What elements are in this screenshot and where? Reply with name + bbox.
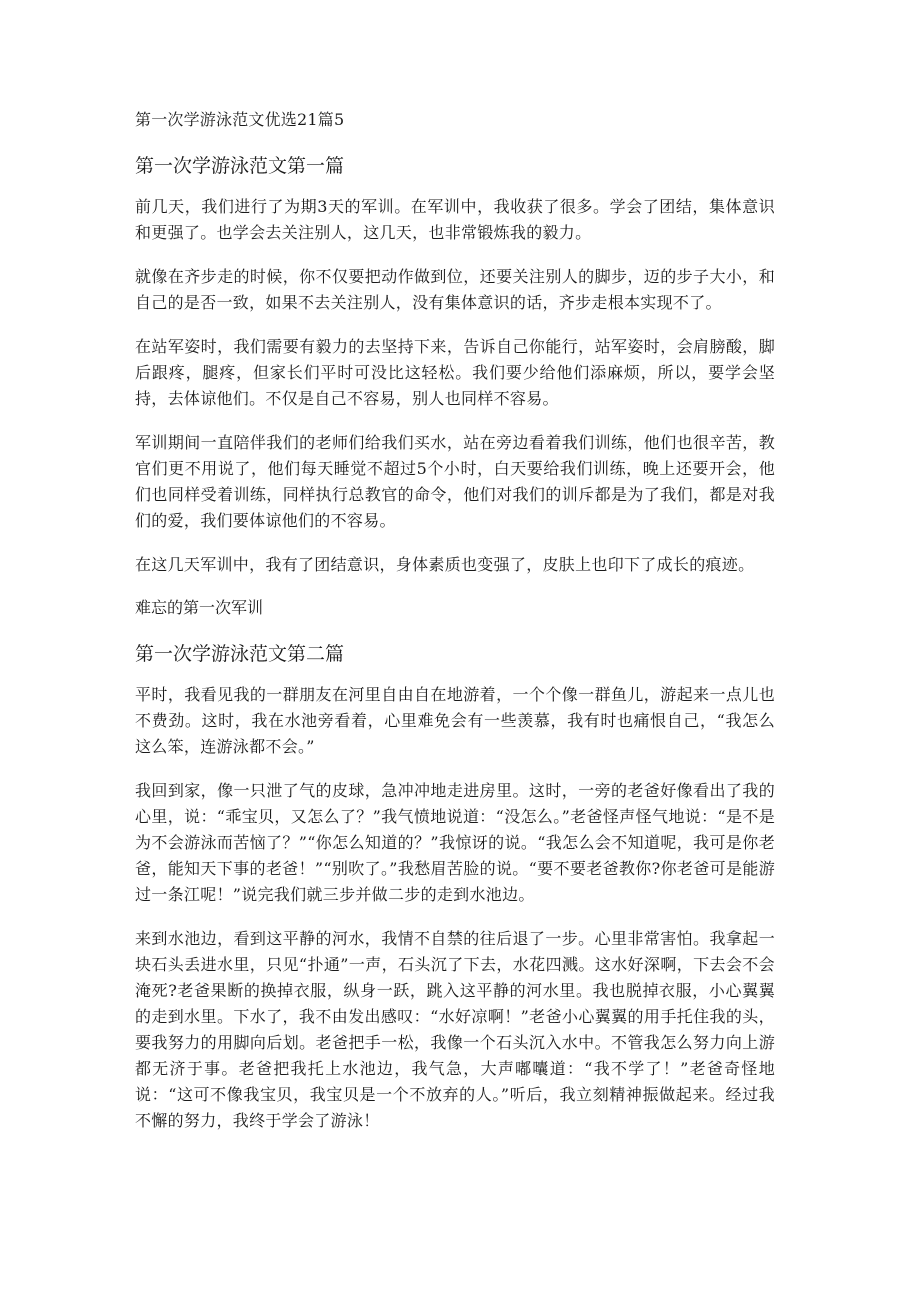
paragraph: 在这几天军训中，我有了团结意识，身体素质也变强了，皮肤上也印下了成长的痕迹。 <box>135 555 755 574</box>
paragraph: 我回到家，像一只泄了气的皮球，急冲冲地走进房里。这时，一旁的老爸好像看出了我的心里，说：“乖宝贝，又怎么了？”我气愤地说道：“没怎么。”老爸怪声怪气地说：“是不是为不会游泳而苦恼了？”“你怎么知道的？”我惊讶的说。“我怎么会不知道呢，我可是你老爸，能知天下事的老爸！”“别吹了。”我愁眉苦脸的说。“要不要老爸教你?你老爸可是能游过一条江呢！”说完我们就三步并做二步的走到水池边。 <box>135 781 775 904</box>
document-page <box>135 108 775 1152</box>
paragraph: 就像在齐步走的时候，你不仅要把动作做到位，还要关注别人的脚步，迈的步子大小，和自己的是否一致，如果不去关注别人，没有集体意识的话，齐步走根本实现不了。 <box>135 267 775 312</box>
section-heading-1: 第一次学游泳范文第一篇 <box>135 155 345 177</box>
paragraph: 平时，我看见我的一群朋友在河里自由自在地游着，一个个像一群鱼儿，游起来一点儿也不费劲。这时，我在水池旁看着，心里难免会有一些羡慕，我有时也痛恨自己，“我怎么这么笨，连游泳都不会。” <box>135 685 775 756</box>
paragraph: 在站军姿时，我们需要有毅力的去坚持下来，告诉自己你能行，站军姿时，会肩膀酸，脚后跟疼，腿疼，但家长们平时可没比这轻松。我们要少给他们添麻烦，所以，要学会坚持，去体谅他们。不仅是自己不容易，别人也同样不容易。 <box>135 337 775 408</box>
paragraph: 前几天，我们进行了为期3天的军训。在军训中，我收获了很多。学会了团结，集体意识和更强了。也学会去关注别人，这几天，也非常锻炼我的毅力。 <box>135 197 775 242</box>
section-heading-2: 第一次学游泳范文第二篇 <box>135 643 345 665</box>
section-caption: 难忘的第一次军训 <box>135 598 264 617</box>
paragraph: 来到水池边，看到这平静的河水，我情不自禁的往后退了一步。心里非常害怕。我拿起一块石头丢进水里，只见“扑通”一声，石头沉了下去，水花四溅。这水好深啊，下去会不会淹死?老爸果断的换掉衣服，纵身一跃，跳入这平静的河水里。我也脱掉衣服，小心翼翼的走到水里。下水了，我不由发出感叹：“水好凉啊！”老爸小心翼翼的用手托住我的头，要我努力的用脚向后划。老爸把手一松，我像一个石头沉入水中。不管我怎么努力向上游都无济于事。老爸把我托上水池边，我气急，大声嘟囔道：“我不学了！”老爸奇怪地说：“这可不像我宝贝，我宝贝是一个不放弃的人。”听后，我立刻精神振做起来。经过我不懈的努力，我终于学会了游泳！ <box>135 929 775 1130</box>
document-title: 第一次学游泳范文优选21篇5 <box>135 110 345 129</box>
paragraph: 军训期间一直陪伴我们的老师们给我们买水，站在旁边看着我们训练，他们也很辛苦，教官们更不用说了，他们每天睡觉不超过5个小时，白天要给我们训练，晚上还要开会，他们也同样受着训练，同样执行总教官的命令，他们对我们的训斥都是为了我们，都是对我们的爱，我们要体谅他们的不容易。 <box>135 433 775 530</box>
